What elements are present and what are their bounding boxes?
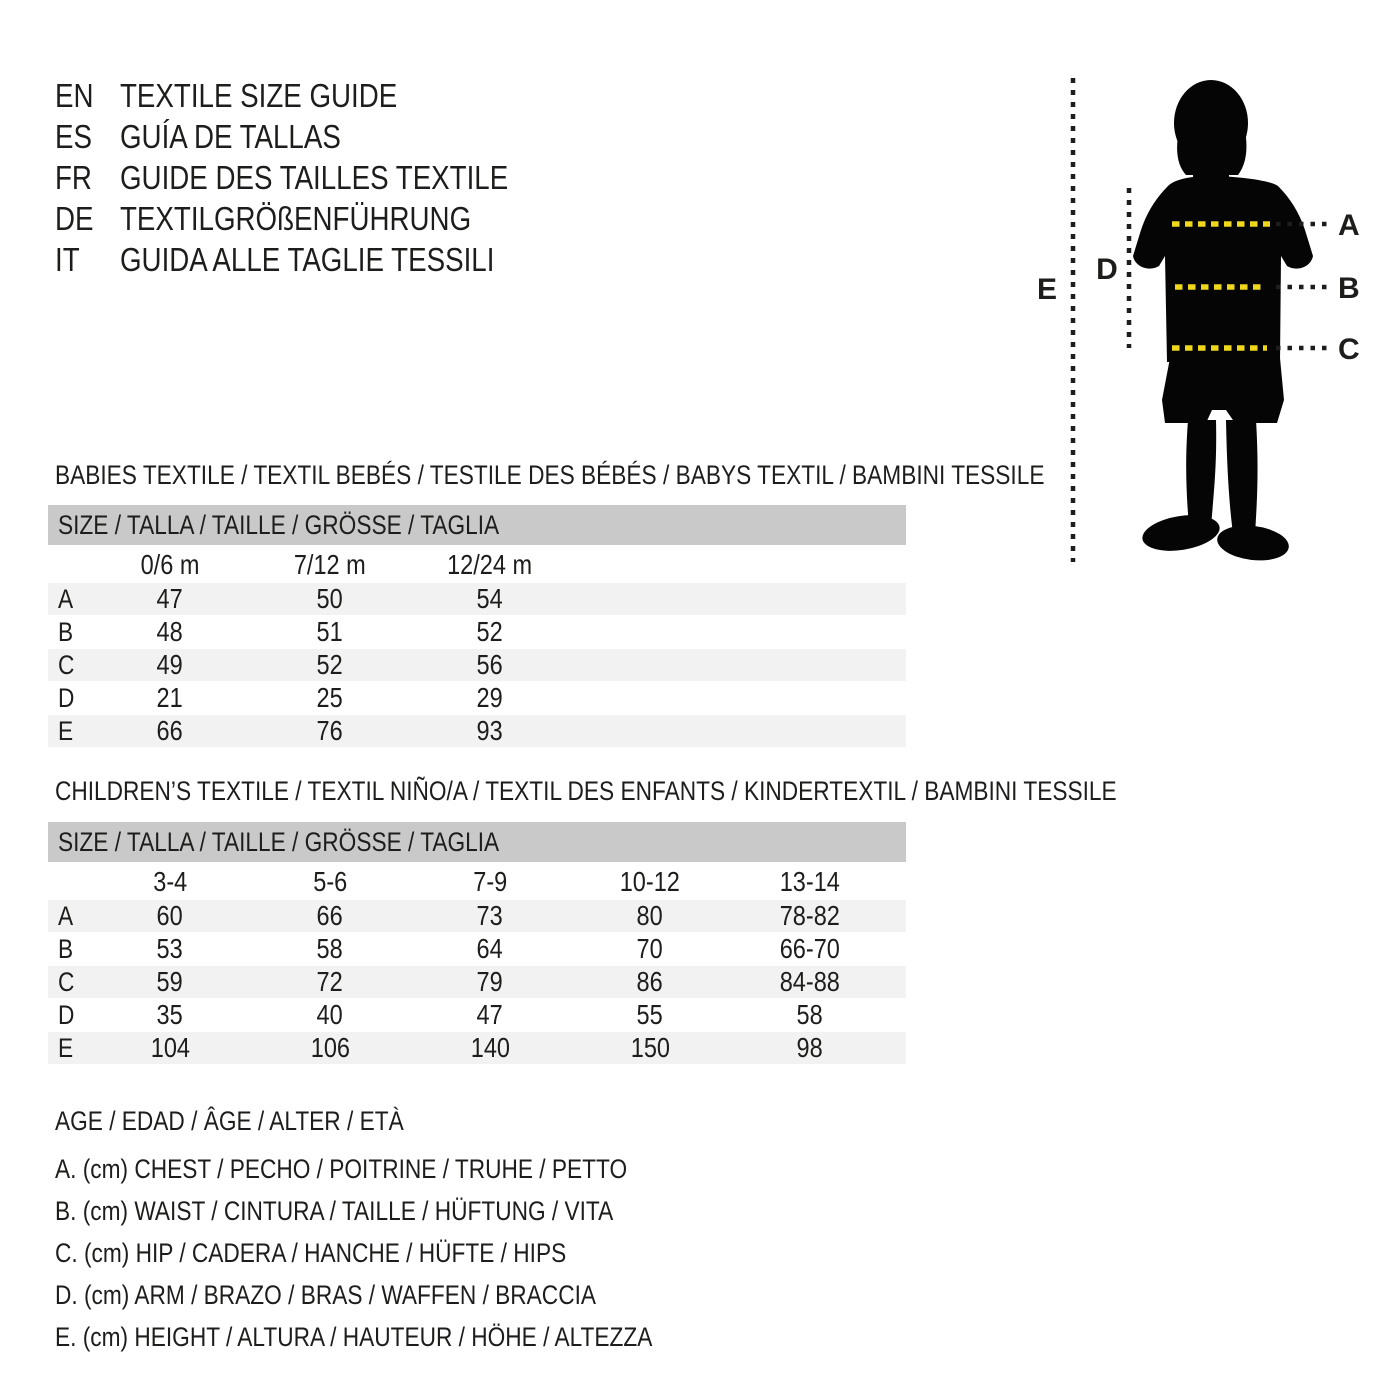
row-label: E bbox=[58, 715, 74, 746]
children-table-header-bar: SIZE / TALLA / TAILLE / GRÖSSE / TAGLIA bbox=[48, 822, 906, 862]
cell: 66 bbox=[316, 900, 344, 931]
cell: 48 bbox=[156, 616, 184, 647]
babies-row-c bbox=[48, 649, 906, 681]
cell: 70 bbox=[636, 933, 664, 964]
children-row-a bbox=[48, 900, 906, 932]
cell: 66-70 bbox=[779, 933, 841, 964]
cell: 93 bbox=[476, 715, 504, 746]
cell: 29 bbox=[476, 682, 504, 713]
cell: 53 bbox=[156, 933, 184, 964]
babies-size-table bbox=[48, 505, 906, 748]
children-col-13-14: 13-14 bbox=[779, 866, 841, 897]
cell: 35 bbox=[156, 999, 184, 1030]
lang-code-es: ES bbox=[55, 117, 92, 155]
row-label: B bbox=[58, 933, 74, 964]
cell: 76 bbox=[316, 715, 344, 746]
babies-section-title: BABIES TEXTILE / TEXTIL BEBÉS / TESTILE DES BÉBÉS / BABYS TEXTIL / BAMBINI TESSILE bbox=[55, 460, 1045, 490]
children-col-7-9: 7-9 bbox=[473, 866, 507, 897]
cell: 52 bbox=[476, 616, 504, 647]
marker-label-e: E bbox=[1036, 273, 1058, 306]
babies-row-a bbox=[48, 583, 906, 615]
cell: 72 bbox=[316, 966, 344, 997]
lang-row-en bbox=[55, 75, 582, 116]
lang-title-it: GUIDA ALLE TAGLIE TESSILI bbox=[120, 240, 495, 278]
row-label: B bbox=[58, 616, 74, 647]
lang-code-it: IT bbox=[55, 240, 80, 278]
legend-item-waist: B. (cm) WAIST / CINTURA / TAILLE / HÜFTUNG / VITA bbox=[55, 1196, 614, 1226]
lang-row-es bbox=[55, 116, 582, 157]
children-row-d bbox=[48, 999, 906, 1031]
cell: 55 bbox=[636, 999, 664, 1030]
cell: 56 bbox=[476, 649, 504, 680]
cell: 78-82 bbox=[779, 900, 841, 931]
cell: 80 bbox=[636, 900, 664, 931]
cell: 52 bbox=[316, 649, 344, 680]
cell: 47 bbox=[476, 999, 504, 1030]
legend-items bbox=[55, 1148, 766, 1358]
marker-label-c: C bbox=[1338, 333, 1360, 366]
babies-col-0-6m: 0/6 m bbox=[140, 549, 200, 580]
row-label: E bbox=[58, 1032, 74, 1063]
children-row-b bbox=[48, 933, 906, 965]
cell: 40 bbox=[316, 999, 344, 1030]
cell: 106 bbox=[310, 1032, 350, 1063]
lang-title-en: TEXTILE SIZE GUIDE bbox=[120, 76, 398, 114]
cell: 58 bbox=[796, 999, 824, 1030]
row-label: D bbox=[58, 682, 75, 713]
cell: 51 bbox=[316, 616, 344, 647]
legend-item-chest: A. (cm) CHEST / PECHO / POITRINE / TRUHE / PETTO bbox=[55, 1154, 628, 1184]
language-title-block bbox=[55, 75, 582, 280]
marker-label-b: B bbox=[1338, 272, 1360, 305]
child-silhouette-diagram bbox=[1030, 70, 1400, 570]
lang-title-es: GUÍA DE TALLAS bbox=[120, 117, 341, 155]
cell: 150 bbox=[630, 1032, 670, 1063]
cell: 47 bbox=[156, 583, 184, 614]
measurement-figure bbox=[1030, 70, 1400, 570]
cell: 66 bbox=[156, 715, 184, 746]
lang-row-it bbox=[55, 239, 582, 280]
cell: 58 bbox=[316, 933, 344, 964]
cell: 54 bbox=[476, 583, 504, 614]
lang-row-de bbox=[55, 198, 582, 239]
children-row-e bbox=[48, 1032, 906, 1064]
row-label: C bbox=[58, 649, 75, 680]
legend-item-hip: C. (cm) HIP / CADERA / HANCHE / HÜFTE / HIPS bbox=[55, 1238, 567, 1268]
child-silhouette bbox=[1133, 80, 1313, 564]
cell: 104 bbox=[150, 1032, 190, 1063]
lang-code-de: DE bbox=[55, 199, 94, 237]
babies-table-header-bar: SIZE / TALLA / TAILLE / GRÖSSE / TAGLIA bbox=[48, 505, 906, 545]
row-label: D bbox=[58, 999, 75, 1030]
cell: 60 bbox=[156, 900, 184, 931]
lang-title-de: TEXTILGRÖßENFÜHRUNG bbox=[120, 199, 472, 237]
children-size-table bbox=[48, 822, 906, 1065]
babies-column-headers bbox=[48, 547, 906, 583]
cell: 140 bbox=[470, 1032, 510, 1063]
legend-item-arm: D. (cm) ARM / BRAZO / BRAS / WAFFEN / BRACCIA bbox=[55, 1280, 596, 1310]
lang-row-fr bbox=[55, 157, 582, 198]
cell: 86 bbox=[636, 966, 664, 997]
row-label: C bbox=[58, 966, 75, 997]
babies-col-12-24m: 12/24 m bbox=[447, 549, 533, 580]
children-col-3-4: 3-4 bbox=[153, 866, 187, 897]
cell: 21 bbox=[156, 682, 184, 713]
row-label: A bbox=[58, 900, 74, 931]
marker-label-d: D bbox=[1096, 253, 1118, 286]
cell: 84-88 bbox=[779, 966, 841, 997]
cell: 64 bbox=[476, 933, 504, 964]
row-label: A bbox=[58, 583, 74, 614]
lang-code-fr: FR bbox=[55, 158, 92, 196]
lang-code-en: EN bbox=[55, 76, 94, 114]
children-col-5-6: 5-6 bbox=[313, 866, 347, 897]
cell: 59 bbox=[156, 966, 184, 997]
cell: 79 bbox=[476, 966, 504, 997]
cell: 50 bbox=[316, 583, 344, 614]
lang-title-fr: GUIDE DES TAILLES TEXTILE bbox=[120, 158, 509, 196]
legend-item-height: E. (cm) HEIGHT / ALTURA / HAUTEUR / HÖHE / ALTEZZA bbox=[55, 1322, 653, 1352]
cell: 73 bbox=[476, 900, 504, 931]
babies-row-e bbox=[48, 715, 906, 747]
measurement-legend bbox=[55, 1106, 766, 1358]
babies-col-7-12m: 7/12 m bbox=[294, 549, 366, 580]
children-col-10-12: 10-12 bbox=[619, 866, 681, 897]
cell: 25 bbox=[316, 682, 344, 713]
babies-row-b bbox=[48, 616, 906, 648]
cell: 98 bbox=[796, 1032, 824, 1063]
children-section-title: CHILDREN’S TEXTILE / TEXTIL NIÑO/A / TEXTIL DES ENFANTS / KINDERTEXTIL / BAMBINI TESSILE bbox=[55, 776, 1117, 806]
marker-label-a: A bbox=[1338, 209, 1360, 242]
cell: 49 bbox=[156, 649, 184, 680]
legend-title: AGE / EDAD / ÂGE / ALTER / ETÀ bbox=[55, 1106, 404, 1136]
children-row-c bbox=[48, 966, 906, 998]
children-column-headers bbox=[48, 864, 906, 900]
babies-row-d bbox=[48, 682, 906, 714]
